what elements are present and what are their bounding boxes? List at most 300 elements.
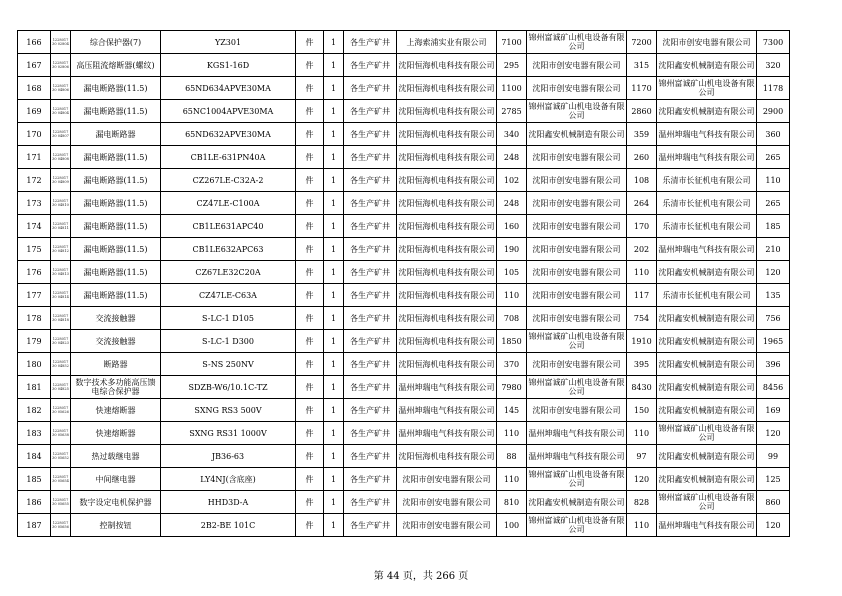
supplier-3-cell: 沈阳鑫安机械制造有限公司 <box>657 376 757 399</box>
quantity-cell: 1 <box>324 353 344 376</box>
price-1-cell: 810 <box>497 491 527 514</box>
supplier-2-cell: 沈阳市创安电器有限公司 <box>527 284 627 307</box>
row-number-cell: 173 <box>18 192 51 215</box>
item-name-cell: 漏电断路器(11.5) <box>71 284 161 307</box>
model-spec-cell: CZ47LE-C63A <box>161 284 296 307</box>
item-name-cell: 数字设定电机保护器 <box>71 491 161 514</box>
supplier-2-cell: 沈阳市创安电器有限公司 <box>527 169 627 192</box>
table-row <box>18 123 790 146</box>
model-spec-cell: CZ267LE-C32A-2 <box>161 169 296 192</box>
item-name-cell: 控制按钮 <box>71 514 161 537</box>
price-3-cell: 396 <box>757 353 790 376</box>
price-3-cell: 135 <box>757 284 790 307</box>
price-2-cell: 150 <box>627 399 657 422</box>
item-name-cell: 交流接触器 <box>71 330 161 353</box>
row-number-cell: 169 <box>18 100 51 123</box>
quantity-cell: 1 <box>324 284 344 307</box>
usage-location-cell: 各生产矿井 <box>344 100 397 123</box>
supplier-3-cell: 沈阳鑫安机械制造有限公司 <box>657 468 757 491</box>
unit-cell: 件 <box>296 514 324 537</box>
usage-location-cell: 各生产矿井 <box>344 192 397 215</box>
price-2-cell: 264 <box>627 192 657 215</box>
item-name-cell: 交流接触器 <box>71 307 161 330</box>
supplier-2-cell: 沈阳鑫安机械制造有限公司 <box>527 491 627 514</box>
item-name-cell: 漏电断路器(11.5) <box>71 192 161 215</box>
price-3-cell: 120 <box>757 261 790 284</box>
table-row <box>18 468 790 491</box>
row-number-cell: 177 <box>18 284 51 307</box>
table-row <box>18 353 790 376</box>
row-number-cell: 180 <box>18 353 51 376</box>
price-3-cell: 169 <box>757 399 790 422</box>
price-3-cell: 860 <box>757 491 790 514</box>
price-1-cell: 248 <box>497 146 527 169</box>
supplier-2-cell: 沈阳市创安电器有限公司 <box>527 353 627 376</box>
material-code-cell: 122801730 02806 <box>51 54 71 77</box>
price-3-cell: 265 <box>757 192 790 215</box>
supplier-3-cell: 沈阳鑫安机械制造有限公司 <box>657 261 757 284</box>
usage-location-cell: 各生产矿井 <box>344 31 397 54</box>
table-row <box>18 307 790 330</box>
supplier-2-cell: 锦州富诚矿山机电设备有限公司 <box>527 468 627 491</box>
item-name-cell: 漏电断路器(11.5) <box>71 146 161 169</box>
price-1-cell: 1850 <box>497 330 527 353</box>
supplier-3-cell: 乐清市长征机电有限公司 <box>657 284 757 307</box>
supplier-3-cell: 温州坤瑞电气科技有限公司 <box>657 123 757 146</box>
material-code-cell: 122801730 05654 <box>51 468 71 491</box>
price-1-cell: 160 <box>497 215 527 238</box>
unit-cell: 件 <box>296 192 324 215</box>
unit-cell: 件 <box>296 399 324 422</box>
price-2-cell: 315 <box>627 54 657 77</box>
row-number-cell: 174 <box>18 215 51 238</box>
item-name-cell: 漏电断路器(11.5) <box>71 169 161 192</box>
supplier-2-cell: 沈阳市创安电器有限公司 <box>527 146 627 169</box>
quantity-cell: 1 <box>324 215 344 238</box>
supplier-1-cell: 沈阳市创安电器有限公司 <box>397 491 497 514</box>
price-1-cell: 190 <box>497 238 527 261</box>
supplier-3-cell: 沈阳市创安电器有限公司 <box>657 31 757 54</box>
supplier-1-cell: 沈阳恒海机电科技有限公司 <box>397 192 497 215</box>
quantity-cell: 1 <box>324 238 344 261</box>
supplier-2-cell: 沈阳市创安电器有限公司 <box>527 307 627 330</box>
supplier-1-cell: 沈阳恒海机电科技有限公司 <box>397 261 497 284</box>
supplier-2-cell: 沈阳市创安电器有限公司 <box>527 54 627 77</box>
table-row <box>18 491 790 514</box>
row-number-cell: 172 <box>18 169 51 192</box>
supplier-1-cell: 沈阳恒海机电科技有限公司 <box>397 353 497 376</box>
supplier-1-cell: 沈阳恒海机电科技有限公司 <box>397 215 497 238</box>
supplier-3-cell: 沈阳鑫安机械制造有限公司 <box>657 399 757 422</box>
price-3-cell: 756 <box>757 307 790 330</box>
price-2-cell: 7200 <box>627 31 657 54</box>
quantity-cell: 1 <box>324 445 344 468</box>
unit-cell: 件 <box>296 284 324 307</box>
supplier-2-cell: 沈阳市创安电器有限公司 <box>527 238 627 261</box>
item-name-cell: 快速熔断器 <box>71 422 161 445</box>
material-code-cell: 122801730 04804 <box>51 100 71 123</box>
usage-location-cell: 各生产矿井 <box>344 468 397 491</box>
price-2-cell: 170 <box>627 215 657 238</box>
material-code-cell: 122801730 04811 <box>51 215 71 238</box>
table-row <box>18 422 790 445</box>
model-spec-cell: CZ47LE-C100A <box>161 192 296 215</box>
price-2-cell: 8430 <box>627 376 657 399</box>
usage-location-cell: 各生产矿井 <box>344 353 397 376</box>
price-1-cell: 145 <box>497 399 527 422</box>
item-name-cell: 漏电断路器(11.5) <box>71 215 161 238</box>
supplier-1-cell: 温州坤瑞电气科技有限公司 <box>397 422 497 445</box>
unit-cell: 件 <box>296 215 324 238</box>
item-name-cell: 热过载继电器 <box>71 445 161 468</box>
row-number-cell: 179 <box>18 330 51 353</box>
unit-cell: 件 <box>296 445 324 468</box>
model-spec-cell: CB1LE632APC63 <box>161 238 296 261</box>
price-3-cell: 99 <box>757 445 790 468</box>
price-3-cell: 185 <box>757 215 790 238</box>
material-code-cell: 122801730 05652 <box>51 445 71 468</box>
table-row <box>18 238 790 261</box>
supplier-1-cell: 沈阳恒海机电科技有限公司 <box>397 54 497 77</box>
material-code-cell: 122801730 02804 <box>51 31 71 54</box>
model-spec-cell: SXNG RS3 500V <box>161 399 296 422</box>
price-2-cell: 202 <box>627 238 657 261</box>
table-row <box>18 445 790 468</box>
price-2-cell: 754 <box>627 307 657 330</box>
quantity-cell: 1 <box>324 146 344 169</box>
item-name-cell: 漏电断路器(11.5) <box>71 77 161 100</box>
material-code-cell: 122801730 05656 <box>51 514 71 537</box>
supplier-3-cell: 沈阳鑫安机械制造有限公司 <box>657 445 757 468</box>
table-row <box>18 284 790 307</box>
row-number-cell: 183 <box>18 422 51 445</box>
model-spec-cell: SXNG RS31 1000V <box>161 422 296 445</box>
supplier-3-cell: 沈阳鑫安机械制造有限公司 <box>657 54 757 77</box>
price-1-cell: 295 <box>497 54 527 77</box>
unit-cell: 件 <box>296 422 324 445</box>
material-code-cell: 122801730 04808 <box>51 146 71 169</box>
page-footer: 第 44 页，共 266 页 <box>373 571 469 582</box>
usage-location-cell: 各生产矿井 <box>344 123 397 146</box>
quantity-cell: 1 <box>324 422 344 445</box>
table-row <box>18 169 790 192</box>
model-spec-cell: LY4NJ(含底座) <box>161 468 296 491</box>
model-spec-cell: SDZB-W6/10.1C-TZ <box>161 376 296 399</box>
supplier-1-cell: 沈阳市创安电器有限公司 <box>397 468 497 491</box>
row-number-cell: 168 <box>18 77 51 100</box>
model-spec-cell: CZ67LE32C20A <box>161 261 296 284</box>
row-number-cell: 185 <box>18 468 51 491</box>
supplier-1-cell: 上海索浦实业有限公司 <box>397 31 497 54</box>
price-3-cell: 1178 <box>757 77 790 100</box>
supplier-1-cell: 沈阳恒海机电科技有限公司 <box>397 330 497 353</box>
price-2-cell: 108 <box>627 169 657 192</box>
supplier-3-cell: 乐清市长征机电有限公司 <box>657 192 757 215</box>
item-name-cell: 漏电断路器(11.5) <box>71 238 161 261</box>
model-spec-cell: 65ND632APVE30MA <box>161 123 296 146</box>
quantity-cell: 1 <box>324 54 344 77</box>
row-number-cell: 182 <box>18 399 51 422</box>
price-1-cell: 110 <box>497 422 527 445</box>
unit-cell: 件 <box>296 77 324 100</box>
table-row <box>18 54 790 77</box>
unit-cell: 件 <box>296 54 324 77</box>
price-1-cell: 708 <box>497 307 527 330</box>
unit-cell: 件 <box>296 468 324 491</box>
unit-cell: 件 <box>296 31 324 54</box>
row-number-cell: 170 <box>18 123 51 146</box>
unit-cell: 件 <box>296 261 324 284</box>
model-spec-cell: 65ND634APVE30MA <box>161 77 296 100</box>
supplier-1-cell: 沈阳恒海机电科技有限公司 <box>397 238 497 261</box>
table-body <box>18 31 790 537</box>
unit-cell: 件 <box>296 491 324 514</box>
usage-location-cell: 各生产矿井 <box>344 215 397 238</box>
unit-cell: 件 <box>296 100 324 123</box>
price-3-cell: 1965 <box>757 330 790 353</box>
supplier-3-cell: 温州坤瑞电气科技有限公司 <box>657 514 757 537</box>
price-2-cell: 110 <box>627 261 657 284</box>
price-1-cell: 110 <box>497 284 527 307</box>
price-3-cell: 360 <box>757 123 790 146</box>
usage-location-cell: 各生产矿井 <box>344 399 397 422</box>
item-name-cell: 快速熔断器 <box>71 399 161 422</box>
price-1-cell: 88 <box>497 445 527 468</box>
usage-location-cell: 各生产矿井 <box>344 54 397 77</box>
unit-cell: 件 <box>296 238 324 261</box>
usage-location-cell: 各生产矿井 <box>344 261 397 284</box>
supplier-3-cell: 乐清市长征机电有限公司 <box>657 169 757 192</box>
supplier-2-cell: 锦州富诚矿山机电设备有限公司 <box>527 376 627 399</box>
price-1-cell: 2785 <box>497 100 527 123</box>
table-row <box>18 192 790 215</box>
row-number-cell: 184 <box>18 445 51 468</box>
table-row <box>18 514 790 537</box>
item-name-cell: 断路器 <box>71 353 161 376</box>
price-2-cell: 110 <box>627 514 657 537</box>
price-3-cell: 8456 <box>757 376 790 399</box>
model-spec-cell: YZ301 <box>161 31 296 54</box>
row-number-cell: 167 <box>18 54 51 77</box>
price-2-cell: 395 <box>627 353 657 376</box>
table-row <box>18 399 790 422</box>
model-spec-cell: S-NS 250NV <box>161 353 296 376</box>
price-1-cell: 370 <box>497 353 527 376</box>
quantity-cell: 1 <box>324 491 344 514</box>
quantity-cell: 1 <box>324 31 344 54</box>
supplier-1-cell: 沈阳恒海机电科技有限公司 <box>397 307 497 330</box>
supplier-1-cell: 温州坤瑞电气科技有限公司 <box>397 399 497 422</box>
price-3-cell: 120 <box>757 422 790 445</box>
quantity-cell: 1 <box>324 468 344 491</box>
material-code-cell: 122801730 05626 <box>51 399 71 422</box>
material-code-cell: 122801730 04807 <box>51 123 71 146</box>
quantity-cell: 1 <box>324 100 344 123</box>
row-number-cell: 171 <box>18 146 51 169</box>
price-1-cell: 1100 <box>497 77 527 100</box>
table-row <box>18 146 790 169</box>
quantity-cell: 1 <box>324 399 344 422</box>
price-1-cell: 105 <box>497 261 527 284</box>
usage-location-cell: 各生产矿井 <box>344 330 397 353</box>
price-2-cell: 1170 <box>627 77 657 100</box>
usage-location-cell: 各生产矿井 <box>344 376 397 399</box>
price-2-cell: 1910 <box>627 330 657 353</box>
model-spec-cell: HHD3D-A <box>161 491 296 514</box>
supplier-1-cell: 沈阳恒海机电科技有限公司 <box>397 77 497 100</box>
supplier-3-cell: 沈阳鑫安机械制造有限公司 <box>657 100 757 123</box>
usage-location-cell: 各生产矿井 <box>344 514 397 537</box>
usage-location-cell: 各生产矿井 <box>344 169 397 192</box>
quantity-cell: 1 <box>324 330 344 353</box>
price-1-cell: 7100 <box>497 31 527 54</box>
supplier-3-cell: 锦州富诚矿山机电设备有限公司 <box>657 491 757 514</box>
model-spec-cell: KGS1-16D <box>161 54 296 77</box>
item-name-cell: 高压阻流熔断器(螺纹) <box>71 54 161 77</box>
material-code-cell: 122801730 05638 <box>51 422 71 445</box>
price-3-cell: 125 <box>757 468 790 491</box>
supplier-2-cell: 沈阳市创安电器有限公司 <box>527 77 627 100</box>
quantity-cell: 1 <box>324 261 344 284</box>
price-3-cell: 2900 <box>757 100 790 123</box>
row-number-cell: 187 <box>18 514 51 537</box>
price-table <box>17 30 790 537</box>
usage-location-cell: 各生产矿井 <box>344 146 397 169</box>
price-2-cell: 260 <box>627 146 657 169</box>
usage-location-cell: 各生产矿井 <box>344 284 397 307</box>
usage-location-cell: 各生产矿井 <box>344 238 397 261</box>
usage-location-cell: 各生产矿井 <box>344 307 397 330</box>
row-number-cell: 175 <box>18 238 51 261</box>
supplier-3-cell: 沈阳鑫安机械制造有限公司 <box>657 353 757 376</box>
supplier-2-cell: 锦州富诚矿山机电设备有限公司 <box>527 100 627 123</box>
supplier-2-cell: 锦州富诚矿山机电设备有限公司 <box>527 514 627 537</box>
supplier-2-cell: 沈阳市创安电器有限公司 <box>527 215 627 238</box>
supplier-2-cell: 温州坤瑞电气科技有限公司 <box>527 445 627 468</box>
model-spec-cell: CB1LE-631PN40A <box>161 146 296 169</box>
quantity-cell: 1 <box>324 514 344 537</box>
item-name-cell: 漏电断路器(11.5) <box>71 100 161 123</box>
unit-cell: 件 <box>296 307 324 330</box>
price-1-cell: 7980 <box>497 376 527 399</box>
supplier-2-cell: 沈阳鑫安机械制造有限公司 <box>527 123 627 146</box>
row-number-cell: 181 <box>18 376 51 399</box>
supplier-3-cell: 锦州富诚矿山机电设备有限公司 <box>657 77 757 100</box>
model-spec-cell: JB36-63 <box>161 445 296 468</box>
material-code-cell: 122801730 04809 <box>51 169 71 192</box>
model-spec-cell: CB1LE631APC40 <box>161 215 296 238</box>
supplier-3-cell: 温州坤瑞电气科技有限公司 <box>657 146 757 169</box>
supplier-1-cell: 沈阳市创安电器有限公司 <box>397 514 497 537</box>
price-1-cell: 102 <box>497 169 527 192</box>
row-number-cell: 176 <box>18 261 51 284</box>
usage-location-cell: 各生产矿井 <box>344 77 397 100</box>
price-3-cell: 210 <box>757 238 790 261</box>
quantity-cell: 1 <box>324 123 344 146</box>
price-2-cell: 359 <box>627 123 657 146</box>
supplier-1-cell: 沈阳恒海机电科技有限公司 <box>397 169 497 192</box>
usage-location-cell: 各生产矿井 <box>344 491 397 514</box>
material-code-cell: 122801730 04825 <box>51 376 71 399</box>
supplier-3-cell: 沈阳鑫安机械制造有限公司 <box>657 330 757 353</box>
quantity-cell: 1 <box>324 192 344 215</box>
item-name-cell: 漏电断路器 <box>71 123 161 146</box>
supplier-1-cell: 温州坤瑞电气科技有限公司 <box>397 376 497 399</box>
material-code-cell: 122801730 04852 <box>51 353 71 376</box>
quantity-cell: 1 <box>324 169 344 192</box>
table-row <box>18 376 790 399</box>
unit-cell: 件 <box>296 123 324 146</box>
table-row <box>18 77 790 100</box>
table-row <box>18 215 790 238</box>
supplier-2-cell: 沈阳市创安电器有限公司 <box>527 192 627 215</box>
material-code-cell: 122801730 04806 <box>51 77 71 100</box>
item-name-cell: 漏电断路器(11.5) <box>71 261 161 284</box>
supplier-2-cell: 沈阳市创安电器有限公司 <box>527 261 627 284</box>
model-spec-cell: 65NC1004APVE30MA <box>161 100 296 123</box>
price-3-cell: 120 <box>757 514 790 537</box>
item-name-cell: 数字技术多功能高压馈电综合保护器 <box>71 376 161 399</box>
price-1-cell: 110 <box>497 468 527 491</box>
supplier-2-cell: 沈阳市创安电器有限公司 <box>527 399 627 422</box>
unit-cell: 件 <box>296 330 324 353</box>
quantity-cell: 1 <box>324 307 344 330</box>
supplier-3-cell: 沈阳鑫安机械制造有限公司 <box>657 307 757 330</box>
unit-cell: 件 <box>296 376 324 399</box>
supplier-1-cell: 沈阳恒海机电科技有限公司 <box>397 123 497 146</box>
price-2-cell: 120 <box>627 468 657 491</box>
price-2-cell: 2860 <box>627 100 657 123</box>
table-row <box>18 330 790 353</box>
row-number-cell: 166 <box>18 31 51 54</box>
supplier-2-cell: 温州坤瑞电气科技有限公司 <box>527 422 627 445</box>
material-code-cell: 122801730 04813 <box>51 261 71 284</box>
unit-cell: 件 <box>296 146 324 169</box>
price-2-cell: 828 <box>627 491 657 514</box>
table-row <box>18 31 790 54</box>
supplier-3-cell: 锦州富诚矿山机电设备有限公司 <box>657 422 757 445</box>
unit-cell: 件 <box>296 169 324 192</box>
price-2-cell: 117 <box>627 284 657 307</box>
material-code-cell: 122801730 04812 <box>51 238 71 261</box>
model-spec-cell: S-LC-1 D300 <box>161 330 296 353</box>
supplier-1-cell: 沈阳恒海机电科技有限公司 <box>397 284 497 307</box>
quantity-cell: 1 <box>324 376 344 399</box>
supplier-2-cell: 锦州富诚矿山机电设备有限公司 <box>527 330 627 353</box>
item-name-cell: 中间继电器 <box>71 468 161 491</box>
model-spec-cell: S-LC-1 D105 <box>161 307 296 330</box>
unit-cell: 件 <box>296 353 324 376</box>
supplier-3-cell: 乐清市长征机电有限公司 <box>657 215 757 238</box>
material-code-cell: 122801730 04814 <box>51 284 71 307</box>
supplier-1-cell: 沈阳恒海机电科技有限公司 <box>397 146 497 169</box>
price-3-cell: 110 <box>757 169 790 192</box>
table-row <box>18 261 790 284</box>
price-3-cell: 265 <box>757 146 790 169</box>
material-code-cell: 122801730 04818 <box>51 307 71 330</box>
quantity-cell: 1 <box>324 77 344 100</box>
material-code-cell: 122801730 04810 <box>51 192 71 215</box>
usage-location-cell: 各生产矿井 <box>344 445 397 468</box>
price-2-cell: 110 <box>627 422 657 445</box>
price-1-cell: 100 <box>497 514 527 537</box>
row-number-cell: 186 <box>18 491 51 514</box>
usage-location-cell: 各生产矿井 <box>344 422 397 445</box>
material-code-cell: 122801730 04823 <box>51 330 71 353</box>
item-name-cell: 综合保护器(7) <box>71 31 161 54</box>
material-code-cell: 122801730 05655 <box>51 491 71 514</box>
row-number-cell: 178 <box>18 307 51 330</box>
